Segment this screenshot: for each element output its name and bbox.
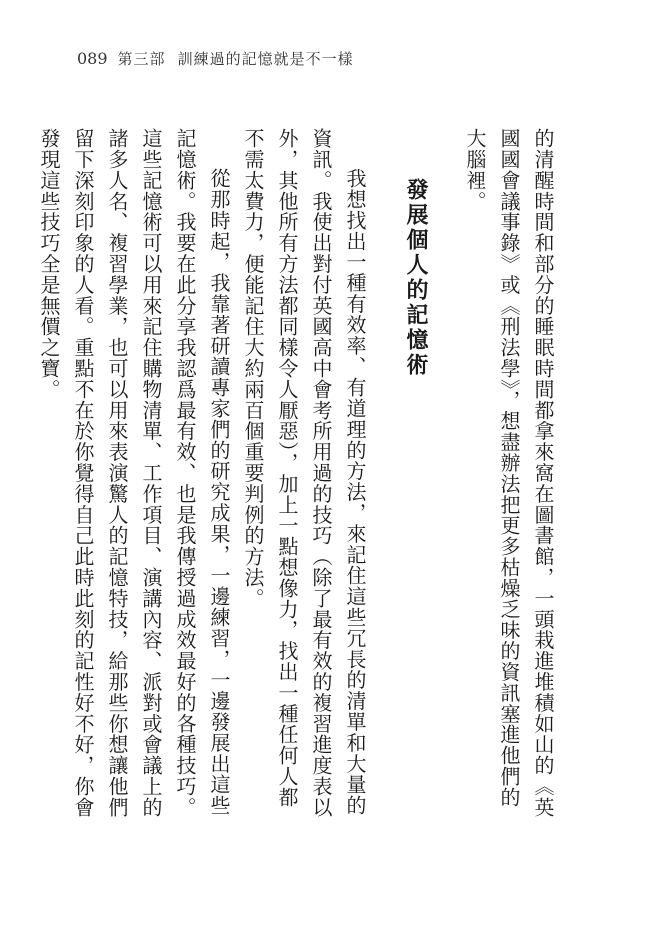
chapter-title: 訓練過的記憶就是不一樣 <box>177 49 354 68</box>
section-heading: 發展個人的記憶術 <box>403 178 428 378</box>
page-number: 089 <box>77 48 108 68</box>
vertical-text-body <box>37 128 560 828</box>
body-paragraph-1: 我想找出一種有效率、有道理的方法，來記住這些冗長的清單和大量的資訊。我使出對付英國高中會考所用過的技巧（除了最有效的複習進度表以外，其他所有方法都同樣令人厭惡），加上一點想像力，找出一種任何人都不需太費力，便能記住大約兩百個重要判例的方法。 <box>241 128 367 818</box>
part-label: 第三部 <box>117 49 166 68</box>
continued-paragraph: 的清醒時間和部分的睡眠時間都拿來窩在圖書館，一頭栽進堆積如山的《英國國會議事錄》或《刑法學》，想盡辦法把更多枯燥乏味的資訊塞進他們的大腦裡。 <box>463 128 555 818</box>
body-paragraph-2: 從那時起，我靠著研讀專家們的研究成果，一邊練習，一邊發展出這些記憶術。我要在此分享我認爲最有效、也是我傳授過成效最好的各種技巧。這些記憶術可以用來記住購物清單、工作項目、演講內容、派對或會議上的諸多人名、複習學業，也可以用來表演驚人的記憶特技，給那些你想讓他們留下深刻印象的人看。重點不在於你覺得自己此時此刻的記性好不好，你會發現這些技巧全是無價之寶。 <box>37 128 231 818</box>
running-header <box>77 46 354 70</box>
